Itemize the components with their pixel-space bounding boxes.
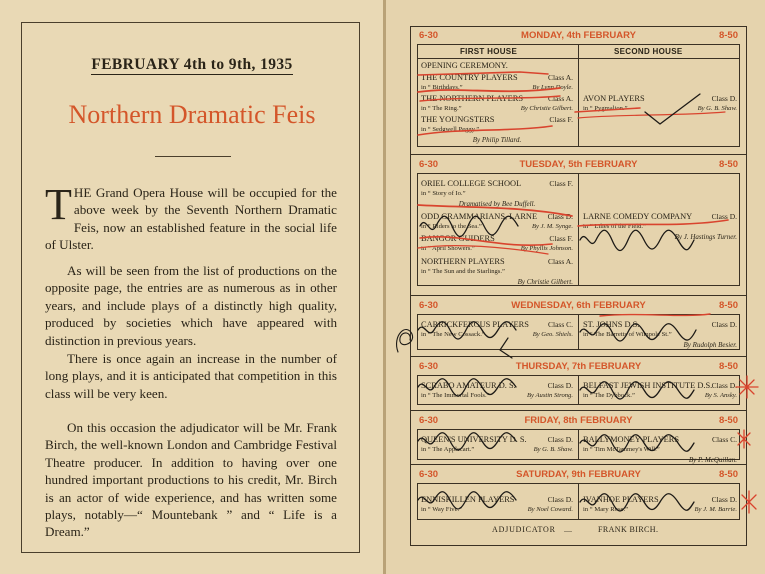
entry-first-house: NORTHERN PLAYERS Class A. in “ The Sun and the Starlings.” By Christie Gilbert. (421, 257, 573, 286)
day-header (411, 26, 746, 44)
entry-first-house: ENNISKILLEN PLAYERS Class D. in “ Way Five.” By Noel Coward. (421, 495, 573, 513)
opening-ceremony: OPENING CEREMONY. (421, 61, 508, 70)
day-body (417, 314, 740, 350)
second-house-time: 8-50 (718, 30, 738, 41)
day-date: WEDNESDAY, 6th FEBRUARY (511, 300, 646, 311)
day-header: 6-30 WEDNESDAY, 6th FEBRUARY 8-50 (411, 296, 746, 314)
programme-table (410, 26, 747, 546)
entry-first-house: BANGOR GUIDERS Class F. in “ April Showers.” By Phyllis Johnson. (421, 234, 573, 252)
entry-second-house: BELFAST JEWISH INSTITUTE D.S. Class D. in “ The Dybbock.” By S. Ansky. (583, 381, 737, 399)
drop-cap: T (45, 180, 72, 229)
entry-second-house: LARNE COMEDY COMPANY Class D. in “ Lilies of the Field.” By J. Hastings Turner. (583, 212, 737, 241)
entry-first-house: THE YOUNGSTERS Class F. in “ Sedgwell Peggy.” By Philip Tillard. (421, 115, 573, 144)
entry-second-house: ST. JOHNS D.S. Class D. in “ The Barretts of Wimpole St.” By Rudolph Besier. (583, 320, 737, 349)
day-wednesday (411, 295, 746, 354)
second-house-header: SECOND HOUSE (614, 47, 683, 56)
day-date: THURSDAY, 7th FEBRUARY (515, 361, 642, 372)
day-header: 6-30 TUESDAY, 5th FEBRUARY 8-50 (411, 155, 746, 173)
entry-second-house: BALLYMONEY PLAYERS Class C. in “ Tim McTammey's Will.” By P. McQuillan. (583, 435, 737, 464)
entry-first-house: QUEEN'S UNIVERSITY D. S. Class D. in “ The Applecart.” By G. B. Shaw. (421, 435, 573, 453)
day-date: TUESDAY, 5th FEBRUARY (519, 159, 638, 170)
day-header: 6-30 FRIDAY, 8th FEBRUARY 8-50 (411, 411, 746, 429)
day-date: FRIDAY, 8th FEBRUARY (524, 415, 633, 426)
day-monday (411, 26, 746, 151)
house-header-rule (418, 58, 739, 59)
day-friday (411, 410, 746, 464)
entry-second-house: AVON PLAYERS Class D. in “ Pygmalion.” By G. B. Shaw. (583, 94, 737, 112)
day-tuesday (411, 154, 746, 290)
day-thursday (411, 356, 746, 409)
day-header: 6-30 SATURDAY, 9th FEBRUARY 8-50 (411, 465, 746, 483)
adjudicator-label: ADJUDICATOR (492, 525, 556, 534)
entries-paragraph: As will be seen from the list of productions on the opposite page, the entries are as numerous as in other years, and include plays of a distinctly high quality, produced by societies which have appeared with distinction in previous years. (45, 263, 337, 348)
day-saturday (411, 464, 746, 546)
intro-text: HE Grand Opera House will be occupied for the above week by the Seventh Northern Dramatic Feis, now an established feature in the social life of Ulster. (45, 185, 337, 253)
entry-first-house: SCRABO AMATEUR D. S. Class D. in “ The Immortal Fools.” By Austin Strong. (421, 381, 573, 399)
title-divider (155, 156, 231, 157)
date-heading: FEBRUARY 4th to 9th, 1935 (91, 56, 293, 73)
day-date: MONDAY, 4th FEBRUARY (521, 30, 636, 41)
entry-second-house: IVANHOE PLAYERS Class D. in “ Mary Rose.” By J. M. Barrie. (583, 495, 737, 513)
entry-first-house: ODD GRAMMARIANS, LARNE Class D. in “ Riders to the Sea.” By J. M. Synge. (421, 212, 573, 230)
day-date: SATURDAY, 9th FEBRUARY (516, 469, 641, 480)
entry-first-house: THE COUNTRY PLAYERS Class A. in “ Birthdays.” By Lynn Doyle. (421, 73, 573, 91)
feis-title: Northern Dramatic Feis (68, 100, 316, 129)
day-body (417, 173, 740, 286)
adjudicator-dots: .... (564, 525, 572, 534)
entry-first-house: ORIEL COLLEGE SCHOOL Class F. in “ Story of Io.” Dramatised by Bee Duffell. (421, 179, 573, 208)
day-body (417, 44, 740, 147)
day-body (417, 375, 740, 405)
long-plays-paragraph: There is once again an increase in the number of long plays, and it is anticipated that competition in this class will be very keen. (45, 351, 337, 401)
intro-paragraph (45, 180, 337, 254)
adjudicator-name: FRANK BIRCH. (598, 525, 659, 534)
house-divider (578, 45, 579, 146)
adjudicator-paragraph: On this occasion the adjudicator will be Mr. Frank Birch, the well-known London and Cambridge Festival Theatre producer. In addition to having over one hundred important productions to his credit, Mr. Birch is an actor of wide experience, and has written some plays, notably—“ Mountebank ” and “ Life is a Dream.” (45, 420, 337, 540)
entry-first-house: THE NORTHERN PLAYERS Class A. in “ The Ring.” By Christie Gilbert. (421, 94, 573, 112)
first-house-time: 6-30 (419, 30, 439, 41)
entry-first-house: CARRICKFERGUS PLAYERS Class C. in “ The New Cossack.” By Geo. Shiels. (421, 320, 573, 338)
day-header: 6-30 THURSDAY, 7th FEBRUARY 8-50 (411, 357, 746, 375)
day-body (417, 429, 740, 464)
day-body (417, 483, 740, 520)
first-house-header: FIRST HOUSE (460, 47, 518, 56)
